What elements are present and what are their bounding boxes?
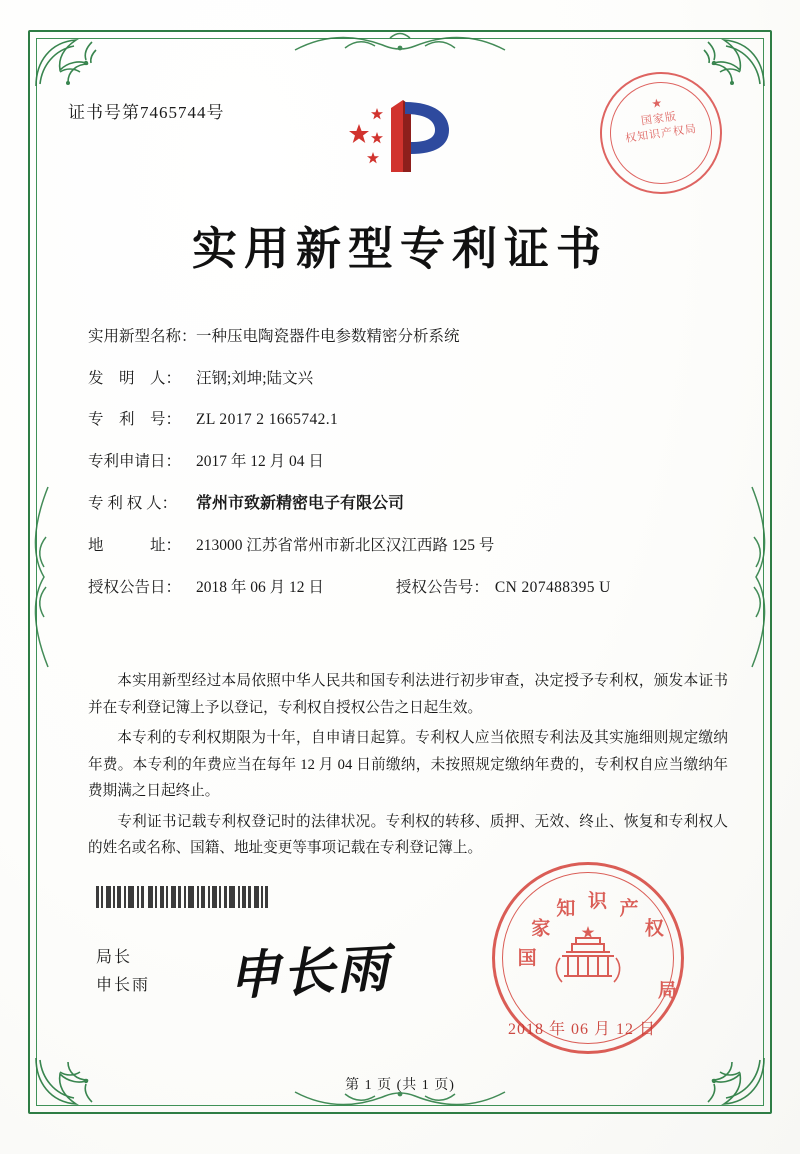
field-row-patent-name bbox=[88, 328, 730, 347]
field-row-application-date bbox=[88, 453, 730, 472]
field-value: 常州市致新精密电子有限公司 bbox=[196, 495, 405, 513]
field-row-patentee bbox=[88, 494, 730, 514]
corner-ornament-icon bbox=[30, 32, 108, 92]
field-row-inventor bbox=[88, 370, 730, 389]
signature-block bbox=[96, 944, 150, 1000]
field-label-grant-number: 授权公告号： bbox=[395, 578, 489, 596]
field-row-address bbox=[88, 537, 730, 556]
field-value-grant-number: CN 207488395 U bbox=[494, 578, 611, 596]
page-title: 实用新型专利证书 bbox=[191, 222, 608, 275]
seal-small-line1: 国家版 bbox=[640, 110, 678, 128]
field-value-grant-date: 2018 年 06 月 12 日 bbox=[196, 578, 324, 596]
paragraph-3: 专利证书记载专利权登记时的法律状况。专利权的转移、质押、无效、终止、恢复和专利权人的姓名或名称、国籍、地址变更等事项记载在专利登记簿上。 bbox=[88, 813, 728, 857]
field-label: 专利申请日： bbox=[88, 452, 182, 470]
seal-arc-text: 国 家 知 识 产 权 局 bbox=[517, 890, 677, 1002]
field-row-patent-number bbox=[88, 411, 730, 430]
page-footer: 第 1 页 (共 1 页) bbox=[345, 1078, 455, 1093]
legal-text-block bbox=[88, 668, 728, 866]
field-label: 专 利 号： bbox=[88, 411, 182, 429]
right-ornament-icon bbox=[746, 477, 772, 677]
seal-small-line2: 权知识产权局 bbox=[624, 122, 698, 145]
signature-name: 申长雨 bbox=[96, 977, 151, 994]
field-value: 213000 江苏省常州市新北区汉江西路 125 号 bbox=[196, 536, 495, 554]
top-ornament-icon bbox=[285, 30, 515, 56]
barcode bbox=[96, 886, 306, 908]
cnipa-logo-icon bbox=[325, 88, 475, 188]
field-value: 2017 年 12 月 04 日 bbox=[196, 452, 324, 470]
field-label: 实用新型名称： bbox=[88, 328, 197, 345]
paragraph-1: 本实用新型经过本局依照中华人民共和国专利法进行初步审查，决定授予专利权，颁发本证书并在专利登记簿上予以登记，专利权自授权公告之日起生效。 bbox=[88, 673, 728, 716]
field-value: 汪钢;刘坤;陆文兴 bbox=[196, 369, 314, 387]
corner-ornament-icon bbox=[692, 32, 770, 92]
field-label: 发 明 人： bbox=[88, 369, 182, 387]
paragraph-2: 本专利的专利权期限为十年，自申请日起算。专利权人应当依照专利法及其实施细则规定缴纳年费。本专利的年费应当在每年 12 月 04 日前缴纳，未按照规定缴纳年费的，专利权自应当缴纳年费期满之日起终止。 bbox=[88, 730, 728, 800]
signature-title: 局长 bbox=[96, 949, 133, 966]
seal-star-icon: ★ bbox=[650, 95, 664, 111]
field-label-grant-date: 授权公告日： bbox=[88, 578, 182, 596]
certificate-number: 证书号第7465744号 bbox=[68, 103, 225, 122]
grant-number-group bbox=[396, 579, 611, 598]
field-label: 专 利 权 人： bbox=[88, 495, 178, 513]
field-value: 一种压电陶瓷器件电参数精密分析系统 bbox=[196, 328, 460, 345]
field-row-grant-announcement bbox=[88, 579, 730, 598]
field-value: ZL 2017 2 1665742.1 bbox=[196, 411, 339, 429]
national-emblem-icon bbox=[552, 922, 624, 994]
field-list bbox=[88, 328, 730, 620]
left-ornament-icon bbox=[28, 477, 54, 677]
seal-date: 2018 年 06 月 12 日 bbox=[508, 1021, 657, 1038]
field-label: 地 址： bbox=[88, 536, 182, 554]
handwritten-signature: 申长雨 bbox=[226, 937, 392, 1008]
